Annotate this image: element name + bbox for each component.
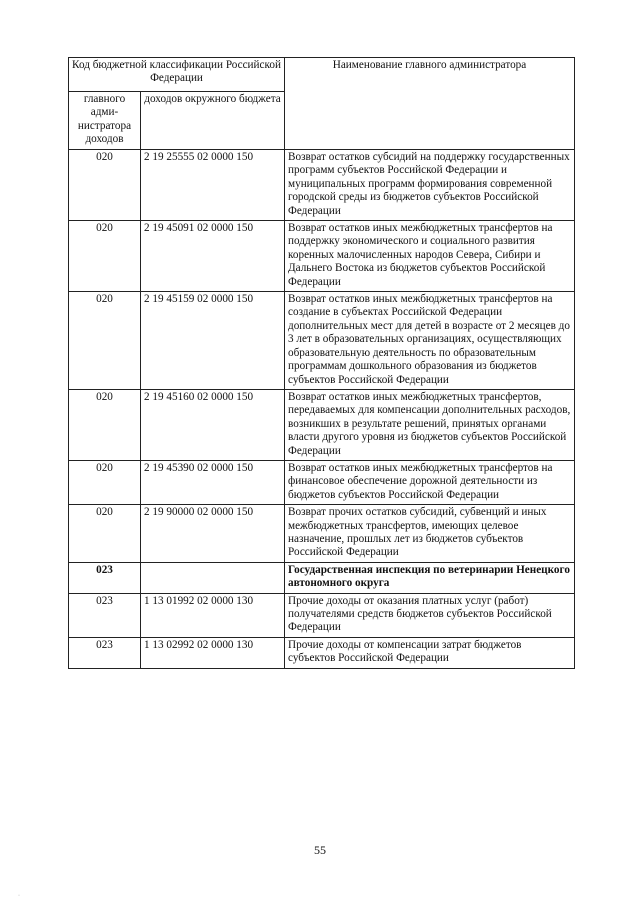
- header-admin-name: Наименование главного администратора: [285, 58, 575, 150]
- description-cell: Возврат остатков иных межбюджетных трансфертов на поддержку экономического и социального развития коренных малочисленных народов Севера, Сибири и Дальнего Востока из бюджетов субъектов Российской Федерации: [285, 221, 575, 292]
- admin-code-cell: 020: [69, 221, 141, 292]
- page-number: 55: [314, 843, 326, 857]
- table-row: [69, 292, 575, 390]
- description-cell: Возврат остатков иных межбюджетных трансфертов, передаваемых для компенсации дополнительных расходов, возникших в результате решений, принятых органами власти другого уровня из бюджетов субъектов Российской Федерации: [285, 389, 575, 460]
- description-cell: Возврат прочих остатков субсидий, субвенций и иных межбюджетных трансфертов, имеющих целевое назначение, прошлых лет из бюджетов субъектов Российской Федерации: [285, 505, 575, 563]
- income-code-cell: 2 19 45160 02 0000 150: [141, 389, 285, 460]
- admin-code-cell: 023: [69, 637, 141, 668]
- budget-classification-table: [68, 57, 575, 669]
- admin-code-cell: 020: [69, 505, 141, 563]
- margin-mark: ·: [18, 893, 20, 899]
- income-code-cell: [141, 562, 285, 593]
- income-code-cell: 2 19 45390 02 0000 150: [141, 460, 285, 504]
- header-row-1: [69, 58, 575, 92]
- table-row: [69, 593, 575, 637]
- admin-code-cell: 020: [69, 389, 141, 460]
- table-row: [69, 637, 575, 668]
- header-admin-code: главного адми-нистратора доходов: [69, 92, 141, 150]
- table-row: [69, 505, 575, 563]
- income-code-cell: 2 19 45159 02 0000 150: [141, 292, 285, 390]
- admin-code-cell: 023: [69, 593, 141, 637]
- admin-code-cell: 023: [69, 562, 141, 593]
- table-row: [69, 150, 575, 221]
- income-code-cell: 2 19 90000 02 0000 150: [141, 505, 285, 563]
- income-code-cell: 2 19 45091 02 0000 150: [141, 221, 285, 292]
- table-row: [69, 562, 575, 593]
- income-code-cell: 1 13 01992 02 0000 130: [141, 593, 285, 637]
- income-code-cell: 2 19 25555 02 0000 150: [141, 150, 285, 221]
- description-cell: Возврат остатков иных межбюджетных трансфертов на создание в субъектах Российской Федерации дополнительных мест для детей в возрасте от 2 месяцев до 3 лет в образовательных организациях, осуществляющих образовательную деятельность по образовательным программам дошкольного образования из бюджетов субъектов Российской Федерации: [285, 292, 575, 390]
- table-row: [69, 221, 575, 292]
- admin-code-cell: 020: [69, 460, 141, 504]
- table-row: [69, 389, 575, 460]
- description-cell: Возврат остатков субсидий на поддержку государственных программ субъектов Российской Федерации и муниципальных программ формирования современной городской среды из бюджетов субъектов Российской Федерации: [285, 150, 575, 221]
- table-body: [69, 58, 575, 669]
- income-code-cell: 1 13 02992 02 0000 130: [141, 637, 285, 668]
- header-income-code: доходов окружного бюджета: [141, 92, 285, 150]
- description-cell: Возврат остатков иных межбюджетных трансфертов на финансовое обеспечение дорожной деятельности из бюджетов субъектов Российской Федерации: [285, 460, 575, 504]
- header-code-group: Код бюджетной классификации Российской Федерации: [69, 58, 285, 92]
- admin-code-cell: 020: [69, 150, 141, 221]
- description-cell: Прочие доходы от компенсации затрат бюджетов субъектов Российской Федерации: [285, 637, 575, 668]
- table-row: [69, 460, 575, 504]
- description-cell: Прочие доходы от оказания платных услуг (работ) получателями средств бюджетов субъектов Российской Федерации: [285, 593, 575, 637]
- admin-code-cell: 020: [69, 292, 141, 390]
- description-cell: Государственная инспекция по ветеринарии Ненецкого автономного округа: [285, 562, 575, 593]
